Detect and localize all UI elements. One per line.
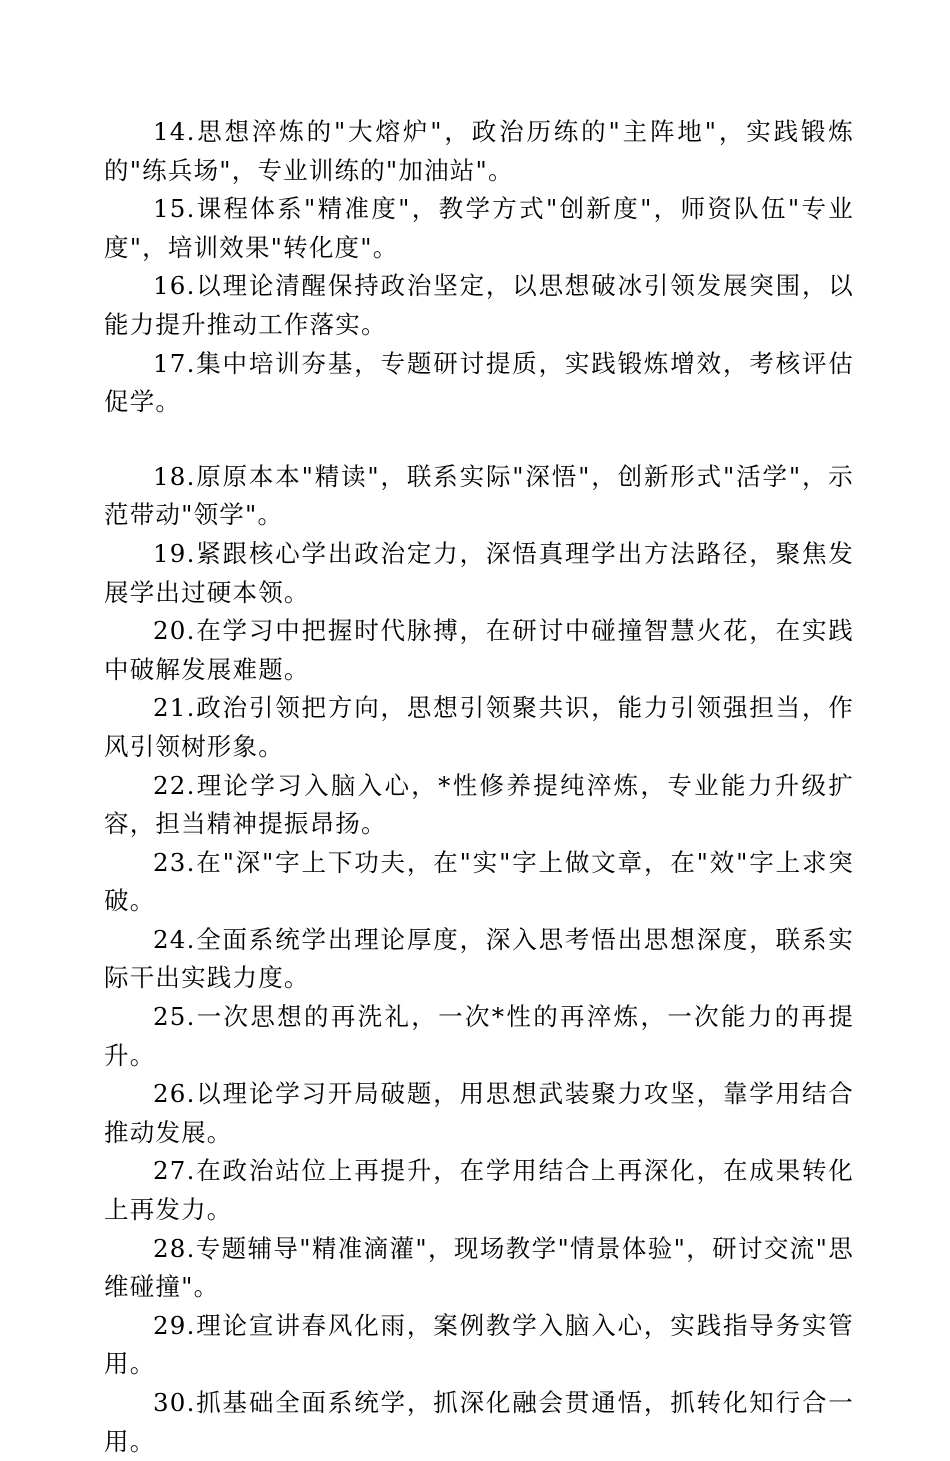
list-item: 16.以理论清醒保持政治坚定，以思想破冰引领发展突围，以能力提升推动工作落实。	[104, 271, 854, 339]
list-item: 17.集中培训夯基，专题研讨提质，实践锻炼增效，考核评估促学。	[104, 348, 854, 417]
document-body	[104, 113, 854, 1461]
list-item: 25.一次思想的再洗礼，一次*性的再淬炼，一次能力的再提升。	[104, 1002, 854, 1070]
list-item: 28.专题辅导"精准滴灌"，现场教学"情景体验"，研讨交流"思维碰撞"。	[104, 1233, 854, 1302]
list-item: 19.紧跟核心学出政治定力，深悟真理学出方法路径，聚焦发展学出过硬本领。	[104, 538, 854, 607]
list-item: 23.在"深"字上下功夫，在"实"字上做文章，在"效"字上求突破。	[104, 847, 854, 916]
list-item: 22.理论学习入脑入心，*性修养提纯淬炼，专业能力升级扩容，担当精神提振昂扬。	[104, 770, 854, 839]
list-item: 15.课程体系"精准度"，教学方式"创新度"，师资队伍"专业度"，培训效果"转化度"。	[104, 194, 854, 262]
list-item: 27.在政治站位上再提升，在学用结合上再深化，在成果转化上再发力。	[104, 1156, 854, 1225]
list-item: 30.抓基础全面系统学，抓深化融会贯通悟，抓转化知行合一用。	[104, 1388, 854, 1456]
list-item: 26.以理论学习开局破题，用思想武装聚力攻坚，靠学用结合推动发展。	[104, 1079, 854, 1147]
list-item: 21.政治引领把方向，思想引领聚共识，能力引领强担当，作风引领树形象。	[104, 693, 854, 761]
list-item: 29.理论宣讲春风化雨，案例教学入脑入心，实践指导务实管用。	[104, 1310, 854, 1379]
list-item: 14.思想淬炼的"大熔炉"，政治历练的"主阵地"，实践锻炼的"练兵场"，专业训练的"加油站"。	[104, 117, 854, 185]
list-item: 20.在学习中把握时代脉搏，在研讨中碰撞智慧火花，在实践中破解发展难题。	[104, 616, 854, 684]
list-item: 24.全面系统学出理论厚度，深入思考悟出思想深度，联系实际干出实践力度。	[104, 924, 854, 993]
list-item: 18.原原本本"精读"，联系实际"深悟"，创新形式"活学"，示范带动"领学"。	[104, 461, 854, 530]
